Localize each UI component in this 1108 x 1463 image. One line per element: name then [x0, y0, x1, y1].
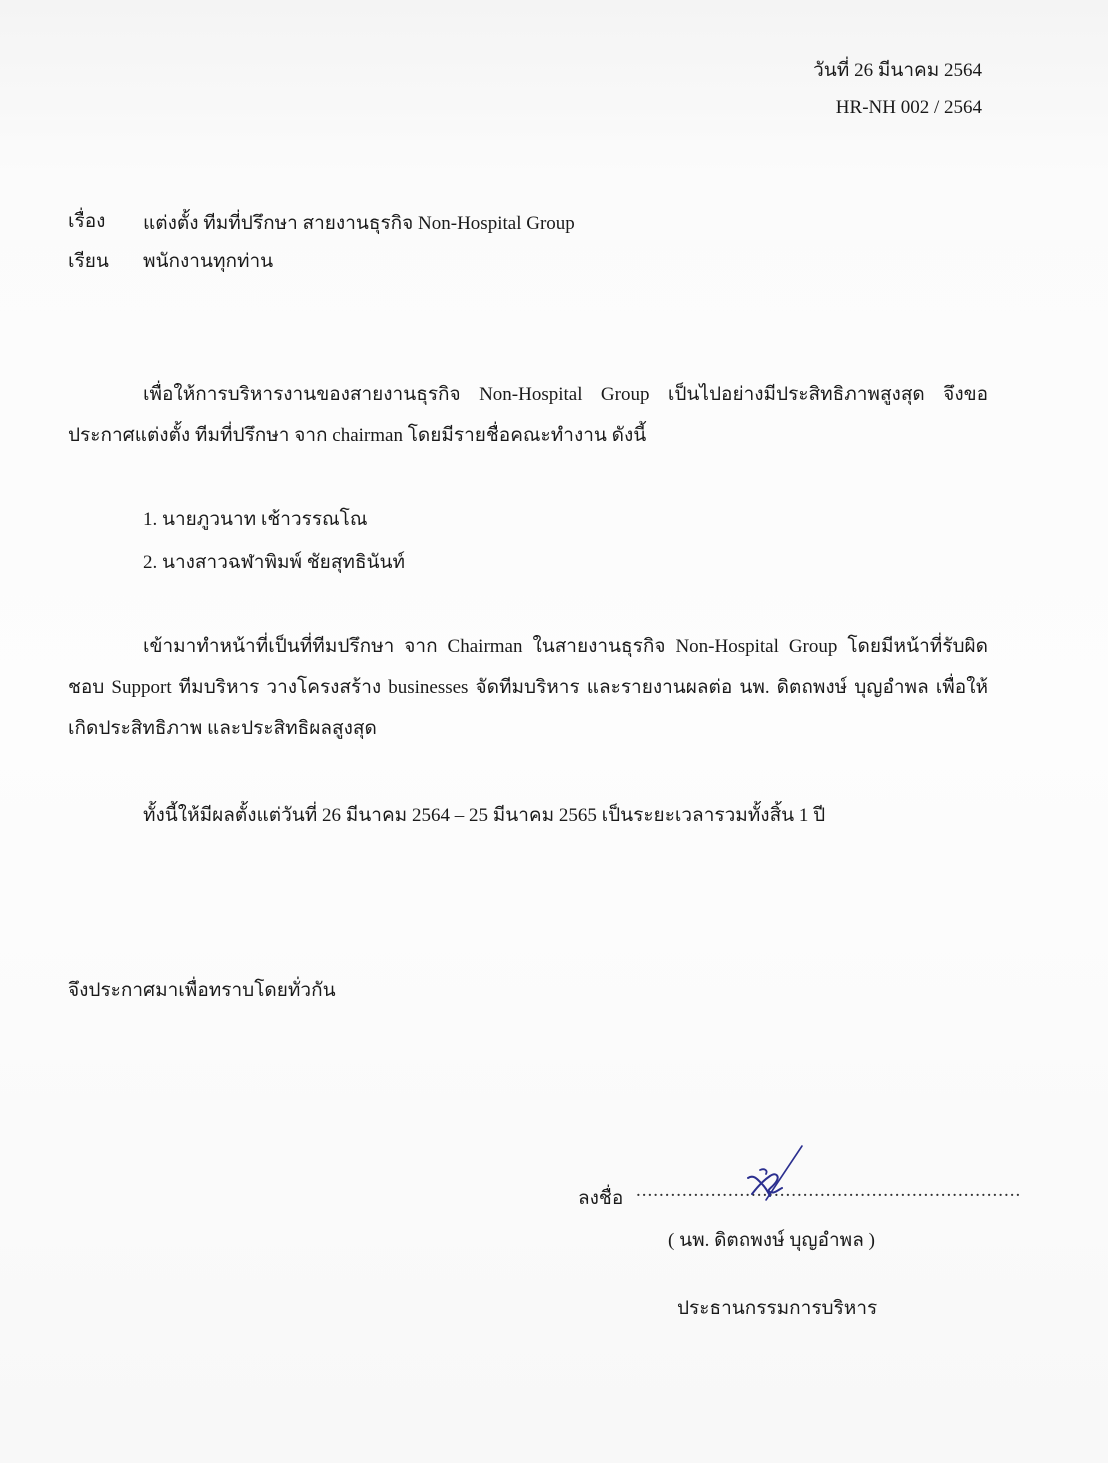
handwritten-signature [740, 1140, 810, 1210]
member-list-item: 2. นางสาวฉฬาพิมพ์ ชัยสุทธินันท์ [143, 552, 406, 573]
signer-name: ( นพ. ดิตถพงษ์ บุญอำพล ) [668, 1230, 875, 1251]
effective-period: ทั้งนี้ให้มีผลตั้งแต่วันที่ 26 มีนาคม 2564 – 25 มีนาคม 2565 เป็นระยะเวลารวมทั้งสิ้น 1 ปี [143, 805, 826, 826]
subject-text: แต่งตั้ง ทีมที่ปรึกษา สายงานธุรกิจ Non-Hospital Group [143, 213, 575, 234]
closing-statement: จึงประกาศมาเพื่อทราบโดยทั่วกัน [68, 980, 336, 1001]
signature-label: ลงชื่อ [578, 1188, 624, 1209]
signer-title: ประธานกรรมการบริหาร [677, 1298, 878, 1319]
signature-line: ................................................................... [636, 1180, 1022, 1201]
document-date: วันที่ 26 มีนาคม 2564 [813, 60, 982, 81]
recipient-text: พนักงานทุกท่าน [143, 251, 274, 272]
duties-paragraph: เข้ามาทำหน้าที่เป็นที่ทีมปรึกษา จาก Chairman ในสายงานธุรกิจ Non-Hospital Group โดยมีหน้าที่รับผิดชอบ Support ทีมบริหาร วางโครงสร้าง businesses จัดทีมบริหาร และรายงานผลต่อ นพ. ดิตถพงษ์ บุญอำพล เพื่อให้เกิดประสิทธิภาพ และประสิทธิผลสูงสุด [68, 636, 988, 739]
subject-label: เรื่อง [68, 211, 106, 232]
recipient-label: เรียน [68, 251, 109, 272]
document-number: HR-NH 002 / 2564 [835, 97, 982, 118]
signature-mark [740, 1140, 810, 1210]
intro-paragraph: เพื่อให้การบริหารงานของสายงานธุรกิจ Non-Hospital Group เป็นไปอย่างมีประสิทธิภาพสูงสุด จึงขอประกาศแต่งตั้ง ทีมที่ปรึกษา จาก chairman โดยมีรายชื่อคณะทำงาน ดังนี้ [68, 384, 988, 446]
member-list-item: 1. นายภูวนาท เช้าวรรณโณ [143, 509, 368, 530]
